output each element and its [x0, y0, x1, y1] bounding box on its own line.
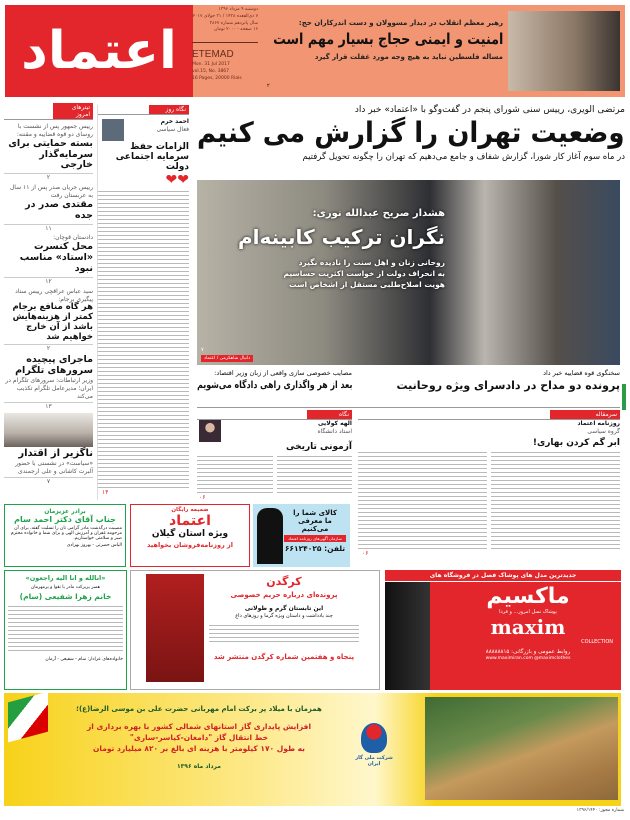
ad-insta[interactable]: @maximclothes [534, 656, 571, 661]
model-photo [385, 582, 430, 690]
kala-ad[interactable] [253, 504, 350, 567]
photo-line-wrap [205, 257, 445, 268]
story-headline-wrap [360, 380, 620, 393]
ad-sign: الیاس حضرتی - بهروز بهزادی [66, 543, 122, 548]
condolence-ad[interactable] [4, 570, 127, 690]
brief-photo [4, 413, 93, 447]
issue-en: vol.15, No. 3867 [192, 68, 230, 74]
pipeline-photo [425, 697, 618, 800]
ad-logo-en: maxim [490, 615, 566, 639]
author-role: فعال سیاسی [156, 125, 189, 133]
brief-page: ۱۲ [4, 277, 93, 286]
ad-footer: پنجاه و هفتمین شماره کرگدن منتشر شد [213, 653, 355, 661]
page-ref: ۲ [267, 83, 270, 89]
ad-sub: چند یادداشت و داستان ویژه گرما و روزهای داغ [235, 613, 333, 619]
story [197, 370, 352, 392]
ad-company: شرکت ملی گاز ایران [355, 755, 393, 767]
brief-page: ۲ [4, 344, 93, 353]
top-lead-photo [508, 11, 620, 91]
body-text [358, 450, 487, 550]
page-ref: ۰۶ [362, 549, 369, 557]
main-kicker: مرتضی الویری، رییس سنی شورای پنجم در گفت‌وگو با «اعتماد» خبر داد [354, 105, 625, 115]
brief-headline[interactable]: بسته حمایتی برای سرمایه‌گذار خارجی [8, 137, 93, 171]
flame-icon [361, 723, 387, 753]
photo-line: هویت اصلاح‌طلبی مستقل از اشخاص است [289, 280, 445, 289]
author-photo [199, 420, 221, 442]
top-lead-headline-wrap [273, 31, 503, 48]
ad-phone: ۸۸۸۸۸۸۱۵ [485, 649, 510, 655]
photo-line: به انحراف دولت از خواست اکثریت حساسیم [283, 268, 445, 278]
ad-cta: از روزنامه‌فروشان بخواهید [147, 541, 233, 549]
ad-logo: ماکسیم [486, 584, 570, 609]
editorial [358, 410, 620, 558]
ad-kicker: ضمیمه رایگان [171, 507, 209, 513]
briefs-column [4, 103, 93, 488]
ad-title: برادر عزیزمان [44, 508, 86, 515]
page-ref: ۷ [201, 347, 204, 353]
story [360, 370, 620, 393]
top-lead-headline[interactable]: امنیت و ایمنی حجاج بسیار مهم است [272, 30, 503, 49]
ad-line: خط انتقال گاز "دامغان-کیاسر-ساری" [129, 733, 269, 742]
brief-headline[interactable]: ماجرای پیچیده سرورهای تلگرام [15, 354, 93, 377]
ad-title: پرونده‌ای درباره حریم خصوصی [230, 591, 338, 599]
ad-phone: تلفن: ۶۶۱۲۴۰۲۵ [284, 544, 346, 553]
author-role: گروه سیاسی [587, 427, 620, 435]
author-photo [102, 119, 124, 141]
editorial-header: سرمقاله [550, 410, 620, 419]
ad-box: سازمان آگهی‌های روزنامه اعتماد [284, 535, 346, 542]
main-kicker-wrap [197, 105, 625, 115]
ad-name: جناب آقای دکتر احمد سام [14, 515, 116, 524]
body-text [197, 454, 273, 494]
logo: اعتماد [5, 5, 193, 97]
story-headline[interactable]: بعد از هر واگذاری راهی دادگاه می‌شویم [196, 380, 352, 392]
brief-page: ۷ [4, 477, 93, 486]
pages-en: 16 Pages, 20000 Rials [192, 75, 242, 81]
negah [197, 410, 352, 502]
main-photo[interactable] [197, 180, 620, 365]
brief-kicker: رییس جمهور پس از نشست با روسای دو قوه قضاییه و مقننه: [16, 123, 93, 138]
brief-headline[interactable]: محل کنسرت «استاد» مناسب نبود [19, 241, 93, 275]
negah-header: نگاه [307, 410, 352, 419]
price-fa: ۱۶ صفحه - ۲۰۰۰ تومان [214, 27, 258, 33]
briefs-header: تیترهای امروز [53, 103, 93, 119]
negah-rooz-column [97, 105, 189, 500]
date-en: Mon. 31 Jul 2017 [192, 62, 230, 67]
story-kicker: سخنگوی قوه قضاییه خبر داد [543, 369, 620, 377]
author-name: احمد خرم [160, 118, 189, 125]
etemad-supplement-ad[interactable] [130, 504, 250, 567]
main-subhead: در ماه سوم آغاز کار شورا، گزارش شفاف و جامع می‌دهیم که تهران را چگونه تحویل گرفتیم [302, 152, 625, 163]
brief-page: ۲ [4, 173, 93, 182]
silhouette-icon [257, 508, 283, 564]
ad-sub: این تابستان گرم و طولانی [244, 605, 324, 612]
ad-body: مصیبت درگذشت مادر گرامی تان را تسلیت گفته، برای آن مرحومه غفران و آمرزش الهی و برای شما و خانواده محترم صبر و سلامتی خواستاریم. [10, 526, 122, 541]
date-hijri: ۷ ذی‌القعده ۱۴۳۸ / ۳۱ جولای ۲۰۱۷ [192, 13, 258, 19]
nigc-logo [349, 723, 399, 767]
ad-line: همزمان با میلاد پر برکت امام مهربانی حضرت علی بن موسی الرضا(ع)؛ [76, 705, 322, 713]
brief-kicker: دادستان قوچان: [53, 234, 93, 242]
author-name: روزنامه اعتماد [577, 420, 620, 427]
photo-kicker-wrap [205, 208, 445, 220]
brief-headline[interactable]: ناگزیر از اقتدار [18, 448, 93, 460]
ad-name: خانم زهرا شفیعی (سام) [19, 592, 112, 601]
brief-kicker: رییس جریان صدر پس از ۱۱ سال به عربستان رفت [9, 184, 93, 199]
quote-icon: ❤❤ [165, 171, 189, 188]
date-fa: دوشنبه ۹ مرداد ۱۳۹۶ [218, 7, 258, 12]
ad-line: افزایش پایداری گاز استانهای شمالی کشور با بهره برداری از [86, 722, 312, 731]
brief-kicker: سید عباس عراقچی رییس ستاد پیگیری برجام: [15, 287, 93, 303]
page-ref: ۱۴ [102, 488, 109, 496]
author-role: استاد دانشگاه [317, 427, 352, 435]
author-name: الهه کولایی [317, 420, 352, 427]
ad-logo: اعتماد [169, 513, 211, 529]
negah-rooz-headline[interactable]: الزامات حفظ سرمایه اجتماعی دولت [115, 141, 189, 173]
maxim-ad[interactable] [385, 570, 621, 690]
page-ref: ۰۶ [199, 493, 206, 501]
photo-line-wrap [205, 268, 445, 279]
kargadan-ad[interactable] [130, 570, 380, 690]
photo-line-wrap [205, 279, 445, 290]
ad-web[interactable]: www.maximiran.com [485, 656, 533, 661]
photo-kicker: هشدار صریح عبدالله نوری: [312, 208, 445, 219]
main-headline-wrap [197, 118, 625, 149]
negah-headline[interactable]: آزمونی تاریخی [285, 441, 352, 452]
side-marker [622, 384, 626, 410]
body-text [209, 623, 359, 645]
brief-headline[interactable]: مقتدی صدر در جده [25, 198, 93, 221]
ad-intro: همبر پربرکت مادر با تقوا و پرمهرمان [30, 585, 101, 590]
story-headline-wrap [197, 380, 352, 392]
ad-title: کالای شما را [293, 509, 337, 517]
main-headline[interactable]: وضعیت تهران را گزارش می کنیم [197, 116, 625, 150]
editorial-headline[interactable]: ابر گم کردن بهاری! [532, 437, 620, 448]
ad-sign: خانواده‌های عزادار: سام - شفیعی - آرمان [45, 657, 123, 662]
ad-date: مرداد ماه ۱۳۹۶ [176, 763, 221, 770]
photo-credit: دانیال شاهکرمی / اعتماد [201, 355, 253, 362]
body-text [98, 189, 189, 489]
story-kicker-wrap [197, 370, 352, 377]
photo-headline[interactable]: نگران ترکیب کابینه‌ام [238, 224, 445, 249]
iran-flag-icon [8, 692, 48, 743]
issue-fa: سال پانزدهم شماره ۳۸۶۷ [209, 20, 258, 26]
gas-ad[interactable] [4, 693, 621, 806]
brief-page: ۱۱ [4, 224, 93, 233]
photo-headline-wrap [205, 226, 445, 249]
ad-phone-label: روابط عمومی و بازرگانی: [511, 649, 571, 655]
condolence-ad[interactable] [4, 504, 126, 567]
ad-logo: کرگدن [266, 575, 302, 588]
photo-line: روحانی زنان و اهل سنت را نادیده نگیرد [298, 257, 445, 267]
brief-headline[interactable]: هر گاه منافع برجام کمتر از هزینه‌هایش باشد از آن خارج خواهیم شد [12, 302, 93, 342]
brief-sub: «سیاست» در نشستی با حضور آلبرت کاشانی و علی ارجمندی [15, 459, 93, 475]
body-text [491, 450, 620, 550]
body-text [8, 604, 123, 654]
main-subhead-wrap [197, 153, 625, 163]
ad-license: شماره مجوز: ۱۳۹۶/۱۴۴۰ [576, 808, 624, 813]
brief-sub: وزیر ارتباطات: سرورهای تلگرام در ایران؛ مدیرعامل تلگرام تکذیب می‌کند [5, 377, 93, 400]
ad-collection: COLLECTION [581, 639, 613, 645]
illustration [146, 574, 204, 682]
ad-title: «انالله و انا الیه راجعون» [25, 574, 106, 582]
ad-banner: جدیدترین مدل های پوشاک فصل در فروشگاه های [385, 570, 621, 582]
ad-tagline: پوشاک نسل امروز... و فردا [499, 609, 557, 615]
top-lead-subhead: مساله فلسطین نباید به هیچ وجه مورد غفلت قرار گیرد [314, 53, 503, 62]
top-lead-subhead-wrap [273, 53, 503, 61]
name-en: ETEMAD [192, 49, 234, 60]
masthead [5, 5, 625, 97]
ad-title: ویژه استان گیلان [151, 529, 229, 539]
body-text [277, 454, 353, 494]
ad-title: ما معرفی می‌کنیم [298, 517, 332, 533]
top-lead-kicker-wrap [273, 19, 503, 27]
top-lead-kicker: رهبر معظم انقلاب در دیدار مسوولان و دست اندرکاران حج: [298, 19, 503, 27]
brief-page: ۱۳ [4, 402, 93, 411]
negah-rooz-header: نگاه روز [149, 105, 189, 114]
story-kicker: مصایب خصوصی سازی واقعی از زبان وزیر اقتصاد: [214, 369, 352, 377]
story-headline[interactable]: پرونده دو مداح در دادسرای ویژه روحانیت [396, 379, 620, 393]
ad-line: به طول ۱۷۰ کیلومتر با هزینه ای بالغ بر ۸۲۰ میلیارد تومان [92, 744, 306, 753]
